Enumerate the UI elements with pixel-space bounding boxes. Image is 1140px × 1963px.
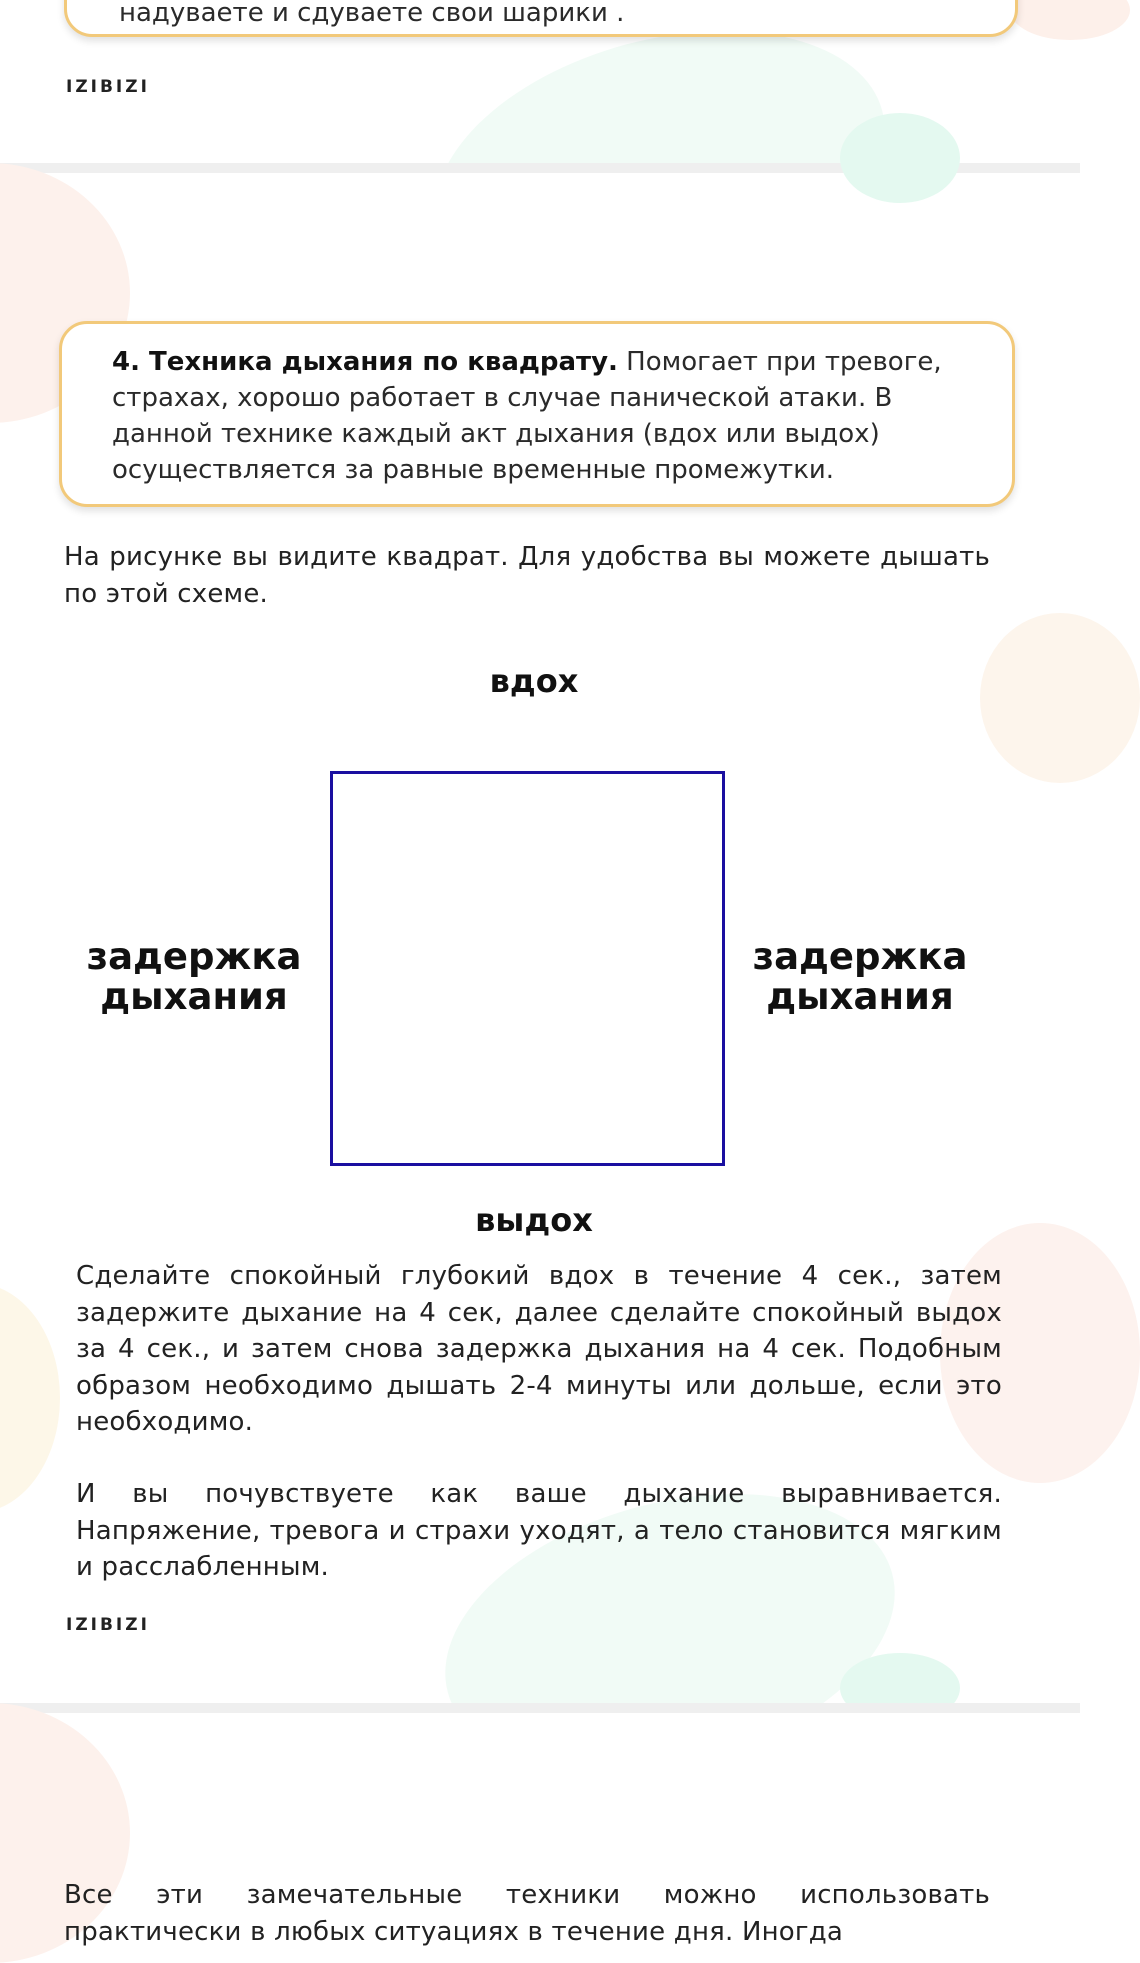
result-paragraph: И вы почувствуете как ваше дыхание выравнивается. Напряжение, тревога и страхи уходят, а тело становится мягким и расслабленным. <box>76 1479 1002 1582</box>
decorative-blob <box>840 113 960 203</box>
technique-callout <box>59 321 1015 507</box>
instructions-paragraph: Сделайте спокойный глубокий вдох в течение 4 сек., затем задержите дыхание на 4 сек, далее сделайте спокойный выдох за 4 сек., и затем снова задержка дыхания на 4 сек. Подобным образом необходимо дышать 2-4 минуты или дольше, если это необходимо. <box>76 1261 1002 1437</box>
hold-breath-label-left <box>58 937 330 1017</box>
breathing-square <box>330 771 725 1166</box>
izibizi-logo: IZIBIZI <box>66 77 150 97</box>
hold-breath-left-line2: дыхания <box>100 975 288 1018</box>
technique-heading: 4. Техника дыхания по квадрату. <box>112 347 618 377</box>
final-paragraph: Все эти замечательные техники можно использовать практически в любых ситуациях в течение дня. Иногда <box>64 1880 990 1947</box>
page-separator <box>0 1703 1080 1713</box>
decorative-blob <box>1010 0 1130 40</box>
hold-breath-right-line1: задержка <box>752 935 968 978</box>
hold-breath-right-line2: дыхания <box>766 975 954 1018</box>
decorative-blob <box>0 1283 60 1513</box>
page-2 <box>0 173 1080 1703</box>
technique-description: Помогает при тревоге, страхах, хорошо работает в случае панической атаки. В данной технике каждый акт дыхания (вдох или выдох) осуществляется за равные временные промежутки. <box>112 347 942 485</box>
top-callout <box>64 0 1018 37</box>
exhale-label: выдох <box>475 1201 593 1239</box>
hold-breath-left-line1: задержка <box>86 935 302 978</box>
intro-paragraph: На рисунке вы видите квадрат. Для удобства вы можете дышать по этой схеме. <box>64 542 990 609</box>
inhale-label: вдох <box>489 662 579 700</box>
technique-text <box>112 344 992 488</box>
page-3 <box>0 1713 1080 1947</box>
top-callout-text: надуваете и сдуваете свои шарики . <box>119 0 625 28</box>
izibizi-logo: IZIBIZI <box>66 1615 150 1635</box>
hold-breath-label-right <box>724 937 996 1017</box>
